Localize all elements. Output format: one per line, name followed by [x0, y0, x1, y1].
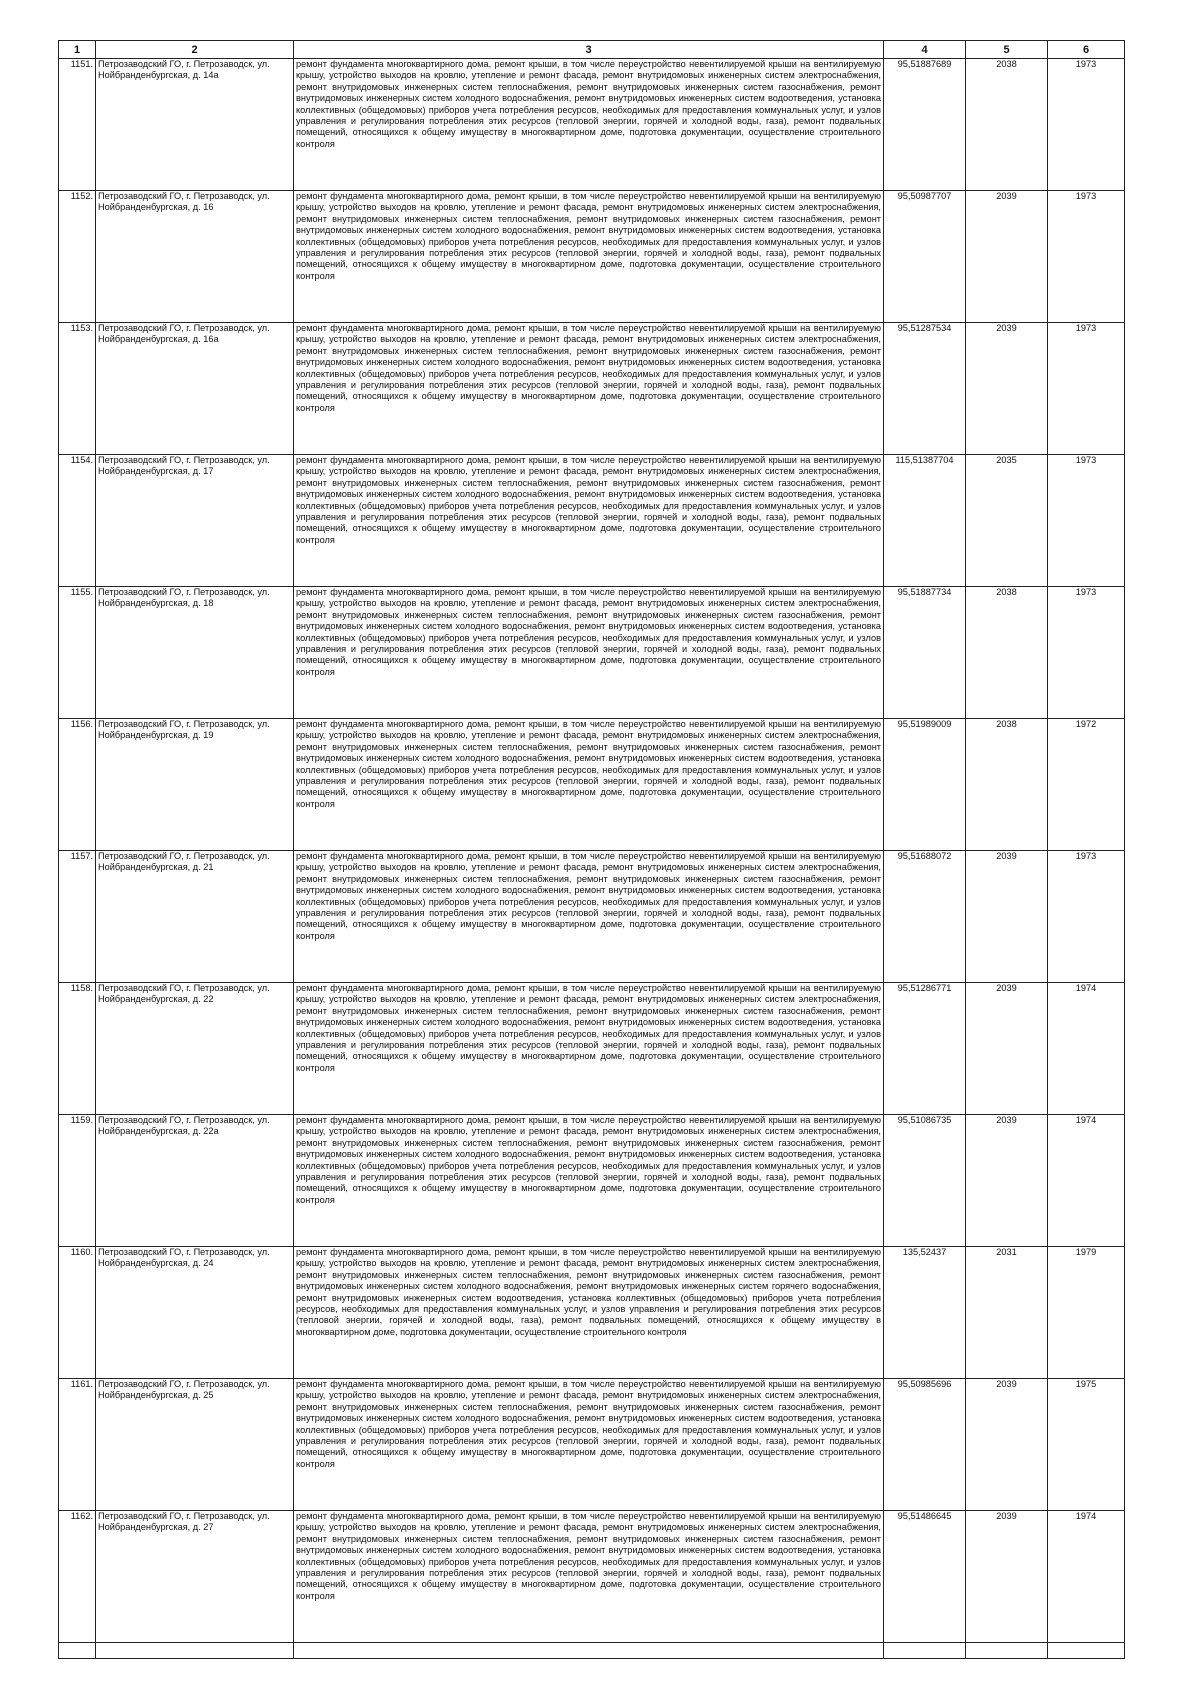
year-cell: 2038	[966, 59, 1048, 191]
value-cell: 115,51387704	[884, 455, 966, 587]
year-cell: 2039	[966, 1115, 1048, 1247]
address-cell: Петрозаводский ГО, г. Петрозаводск, ул. Нойбранденбургская, д. 25	[96, 1379, 294, 1511]
built-year-cell: 1974	[1048, 1115, 1125, 1247]
address-cell: Петрозаводский ГО, г. Петрозаводск, ул. Нойбранденбургская, д. 18	[96, 587, 294, 719]
row-number: 1156.	[59, 719, 96, 851]
table-row	[59, 1247, 1125, 1379]
works-cell: ремонт фундамента многоквартирного дома, ремонт крыши, в том числе переустройство невентилируемой крыши на вентилируемую крышу, устройство выходов на кровлю, утепление и ремонт фасада, ремонт внутридомовых инженерных систем электроснабжения, ремонт внутридомовых инженерных систем теплоснабжения, ремонт внутридомовых инженерных систем газоснабжения, ремонт внутридомовых инженерных систем холодного водоснабжения, ремонт внутридомовых инженерных систем водоотведения, установка коллективных (общедомовых) приборов учета потребления ресурсов, необходимых для предоставления коммунальных услуг, и узлов управления и регулирования потребления этих ресурсов (тепловой энергии, горячей и холодной воды, газа), ремонт подвальных помещений, относящихся к общему имуществу в многоквартирном доме, подготовка документации, осуществление строительного контроля	[294, 1115, 884, 1247]
row-number: 1151.	[59, 59, 96, 191]
filler-cell	[884, 1643, 966, 1659]
year-cell: 2035	[966, 455, 1048, 587]
works-cell: ремонт фундамента многоквартирного дома, ремонт крыши, в том числе переустройство невентилируемой крыши на вентилируемую крышу, устройство выходов на кровлю, утепление и ремонт фасада, ремонт внутридомовых инженерных систем электроснабжения, ремонт внутридомовых инженерных систем теплоснабжения, ремонт внутридомовых инженерных систем газоснабжения, ремонт внутридомовых инженерных систем холодного водоснабжения, ремонт внутридомовых инженерных систем водоотведения, установка коллективных (общедомовых) приборов учета потребления ресурсов, необходимых для предоставления коммунальных услуг, и узлов управления и регулирования потребления этих ресурсов (тепловой энергии, горячей и холодной воды, газа), ремонт подвальных помещений, относящихся к общему имуществу в многоквартирном доме, подготовка документации, осуществление строительного контроля	[294, 1379, 884, 1511]
year-cell: 2039	[966, 851, 1048, 983]
works-cell: ремонт фундамента многоквартирного дома, ремонт крыши, в том числе переустройство невентилируемой крыши на вентилируемую крышу, устройство выходов на кровлю, утепление и ремонт фасада, ремонт внутридомовых инженерных систем электроснабжения, ремонт внутридомовых инженерных систем теплоснабжения, ремонт внутридомовых инженерных систем газоснабжения, ремонт внутридомовых инженерных систем холодного водоснабжения, ремонт внутридомовых инженерных систем горячего водоснабжения, ремонт внутридомовых инженерных систем водоотведения, установка коллективных (общедомовых) приборов учета потребления ресурсов, необходимых для предоставления коммунальных услуг, и узлов управления и регулирования потребления этих ресурсов (тепловой энергии, горячей и холодной воды, газа), ремонт подвальных помещений, относящихся к общему имуществу в многоквартирном доме, подготовка документации, осуществление строительного контроля	[294, 1247, 884, 1379]
value-cell: 95,50985696	[884, 1379, 966, 1511]
row-number: 1154.	[59, 455, 96, 587]
built-year-cell: 1973	[1048, 323, 1125, 455]
header-row	[59, 41, 1125, 59]
row-number: 1153.	[59, 323, 96, 455]
built-year-cell: 1979	[1048, 1247, 1125, 1379]
works-cell: ремонт фундамента многоквартирного дома, ремонт крыши, в том числе переустройство невентилируемой крыши на вентилируемую крышу, устройство выходов на кровлю, утепление и ремонт фасада, ремонт внутридомовых инженерных систем электроснабжения, ремонт внутридомовых инженерных систем теплоснабжения, ремонт внутридомовых инженерных систем газоснабжения, ремонт внутридомовых инженерных систем холодного водоснабжения, ремонт внутридомовых инженерных систем водоотведения, установка коллективных (общедомовых) приборов учета потребления ресурсов, необходимых для предоставления коммунальных услуг, и узлов управления и регулирования потребления этих ресурсов (тепловой энергии, горячей и холодной воды, газа), ремонт подвальных помещений, относящихся к общему имуществу в многоквартирном доме, подготовка документации, осуществление строительного контроля	[294, 983, 884, 1115]
year-cell: 2039	[966, 191, 1048, 323]
row-number: 1158.	[59, 983, 96, 1115]
filler-cell	[59, 1643, 96, 1659]
year-cell: 2038	[966, 719, 1048, 851]
address-cell: Петрозаводский ГО, г. Петрозаводск, ул. Нойбранденбургская, д. 19	[96, 719, 294, 851]
row-number: 1157.	[59, 851, 96, 983]
filler-cell	[1048, 1643, 1125, 1659]
row-number: 1160.	[59, 1247, 96, 1379]
value-cell: 95,51086735	[884, 1115, 966, 1247]
address-cell: Петрозаводский ГО, г. Петрозаводск, ул. Нойбранденбургская, д. 24	[96, 1247, 294, 1379]
table-row	[59, 455, 1125, 587]
works-cell: ремонт фундамента многоквартирного дома, ремонт крыши, в том числе переустройство невентилируемой крыши на вентилируемую крышу, устройство выходов на кровлю, утепление и ремонт фасада, ремонт внутридомовых инженерных систем электроснабжения, ремонт внутридомовых инженерных систем теплоснабжения, ремонт внутридомовых инженерных систем газоснабжения, ремонт внутридомовых инженерных систем холодного водоснабжения, ремонт внутридомовых инженерных систем водоотведения, установка коллективных (общедомовых) приборов учета потребления ресурсов, необходимых для предоставления коммунальных услуг, и узлов управления и регулирования потребления этих ресурсов (тепловой энергии, горячей и холодной воды, газа), ремонт подвальных помещений, относящихся к общему имуществу в многоквартирном доме, подготовка документации, осуществление строительного контроля	[294, 587, 884, 719]
year-cell: 2039	[966, 323, 1048, 455]
built-year-cell: 1973	[1048, 851, 1125, 983]
year-cell: 2039	[966, 1379, 1048, 1511]
address-cell: Петрозаводский ГО, г. Петрозаводск, ул. Нойбранденбургская, д. 21	[96, 851, 294, 983]
row-number: 1152.	[59, 191, 96, 323]
works-cell: ремонт фундамента многоквартирного дома, ремонт крыши, в том числе переустройство невентилируемой крыши на вентилируемую крышу, устройство выходов на кровлю, утепление и ремонт фасада, ремонт внутридомовых инженерных систем электроснабжения, ремонт внутридомовых инженерных систем теплоснабжения, ремонт внутридомовых инженерных систем газоснабжения, ремонт внутридомовых инженерных систем холодного водоснабжения, ремонт внутридомовых инженерных систем водоотведения, установка коллективных (общедомовых) приборов учета потребления ресурсов, необходимых для предоставления коммунальных услуг, и узлов управления и регулирования потребления этих ресурсов (тепловой энергии, горячей и холодной воды, газа), ремонт подвальных помещений, относящихся к общему имуществу в многоквартирном доме, подготовка документации, осуществление строительного контроля	[294, 191, 884, 323]
filler-cell	[294, 1643, 884, 1659]
column-header-5: 5	[966, 41, 1048, 59]
table-row	[59, 323, 1125, 455]
address-cell: Петрозаводский ГО, г. Петрозаводск, ул. Нойбранденбургская, д. 22	[96, 983, 294, 1115]
row-number: 1161.	[59, 1379, 96, 1511]
column-header-4: 4	[884, 41, 966, 59]
built-year-cell: 1975	[1048, 1379, 1125, 1511]
year-cell: 2039	[966, 983, 1048, 1115]
year-cell: 2038	[966, 587, 1048, 719]
works-cell: ремонт фундамента многоквартирного дома, ремонт крыши, в том числе переустройство невентилируемой крыши на вентилируемую крышу, устройство выходов на кровлю, утепление и ремонт фасада, ремонт внутридомовых инженерных систем электроснабжения, ремонт внутридомовых инженерных систем теплоснабжения, ремонт внутридомовых инженерных систем газоснабжения, ремонт внутридомовых инженерных систем холодного водоснабжения, ремонт внутридомовых инженерных систем водоотведения, установка коллективных (общедомовых) приборов учета потребления ресурсов, необходимых для предоставления коммунальных услуг, и узлов управления и регулирования потребления этих ресурсов (тепловой энергии, горячей и холодной воды, газа), ремонт подвальных помещений, относящихся к общему имуществу в многоквартирном доме, подготовка документации, осуществление строительного контроля	[294, 323, 884, 455]
value-cell: 135,52437	[884, 1247, 966, 1379]
works-cell: ремонт фундамента многоквартирного дома, ремонт крыши, в том числе переустройство невентилируемой крыши на вентилируемую крышу, устройство выходов на кровлю, утепление и ремонт фасада, ремонт внутридомовых инженерных систем электроснабжения, ремонт внутридомовых инженерных систем теплоснабжения, ремонт внутридомовых инженерных систем газоснабжения, ремонт внутридомовых инженерных систем холодного водоснабжения, ремонт внутридомовых инженерных систем водоотведения, установка коллективных (общедомовых) приборов учета потребления ресурсов, необходимых для предоставления коммунальных услуг, и узлов управления и регулирования потребления этих ресурсов (тепловой энергии, горячей и холодной воды, газа), ремонт подвальных помещений, относящихся к общему имуществу в многоквартирном доме, подготовка документации, осуществление строительного контроля	[294, 851, 884, 983]
works-cell: ремонт фундамента многоквартирного дома, ремонт крыши, в том числе переустройство невентилируемой крыши на вентилируемую крышу, устройство выходов на кровлю, утепление и ремонт фасада, ремонт внутридомовых инженерных систем электроснабжения, ремонт внутридомовых инженерных систем теплоснабжения, ремонт внутридомовых инженерных систем газоснабжения, ремонт внутридомовых инженерных систем холодного водоснабжения, ремонт внутридомовых инженерных систем водоотведения, установка коллективных (общедомовых) приборов учета потребления ресурсов, необходимых для предоставления коммунальных услуг, и узлов управления и регулирования потребления этих ресурсов (тепловой энергии, горячей и холодной воды, газа), ремонт подвальных помещений, относящихся к общему имуществу в многоквартирном доме, подготовка документации, осуществление строительного контроля	[294, 455, 884, 587]
repair-schedule-table	[58, 40, 1125, 1659]
address-cell: Петрозаводский ГО, г. Петрозаводск, ул. Нойбранденбургская, д. 27	[96, 1511, 294, 1643]
table-row	[59, 1115, 1125, 1247]
column-header-3: 3	[294, 41, 884, 59]
address-cell: Петрозаводский ГО, г. Петрозаводск, ул. Нойбранденбургская, д. 17	[96, 455, 294, 587]
built-year-cell: 1974	[1048, 983, 1125, 1115]
value-cell: 95,51286771	[884, 983, 966, 1115]
built-year-cell: 1972	[1048, 719, 1125, 851]
year-cell: 2039	[966, 1511, 1048, 1643]
filler-cell	[966, 1643, 1048, 1659]
value-cell: 95,51688072	[884, 851, 966, 983]
column-header-2: 2	[96, 41, 294, 59]
address-cell: Петрозаводский ГО, г. Петрозаводск, ул. Нойбранденбургская, д. 14а	[96, 59, 294, 191]
built-year-cell: 1973	[1048, 191, 1125, 323]
column-header-6: 6	[1048, 41, 1125, 59]
row-number: 1159.	[59, 1115, 96, 1247]
built-year-cell: 1974	[1048, 1511, 1125, 1643]
year-cell: 2031	[966, 1247, 1048, 1379]
column-header-1: 1	[59, 41, 96, 59]
table-row	[59, 1511, 1125, 1643]
built-year-cell: 1973	[1048, 587, 1125, 719]
value-cell: 95,51887689	[884, 59, 966, 191]
table-bottom-filler	[59, 1643, 1125, 1659]
value-cell: 95,51887734	[884, 587, 966, 719]
row-number: 1162.	[59, 1511, 96, 1643]
table-row	[59, 191, 1125, 323]
address-cell: Петрозаводский ГО, г. Петрозаводск, ул. Нойбранденбургская, д. 16	[96, 191, 294, 323]
row-number: 1155.	[59, 587, 96, 719]
table-row	[59, 59, 1125, 191]
works-cell: ремонт фундамента многоквартирного дома, ремонт крыши, в том числе переустройство невентилируемой крыши на вентилируемую крышу, устройство выходов на кровлю, утепление и ремонт фасада, ремонт внутридомовых инженерных систем электроснабжения, ремонт внутридомовых инженерных систем теплоснабжения, ремонт внутридомовых инженерных систем газоснабжения, ремонт внутридомовых инженерных систем холодного водоснабжения, ремонт внутридомовых инженерных систем водоотведения, установка коллективных (общедомовых) приборов учета потребления ресурсов, необходимых для предоставления коммунальных услуг, и узлов управления и регулирования потребления этих ресурсов (тепловой энергии, горячей и холодной воды, газа), ремонт подвальных помещений, относящихся к общему имуществу в многоквартирном доме, подготовка документации, осуществление строительного контроля	[294, 1511, 884, 1643]
works-cell: ремонт фундамента многоквартирного дома, ремонт крыши, в том числе переустройство невентилируемой крыши на вентилируемую крышу, устройство выходов на кровлю, утепление и ремонт фасада, ремонт внутридомовых инженерных систем электроснабжения, ремонт внутридомовых инженерных систем теплоснабжения, ремонт внутридомовых инженерных систем газоснабжения, ремонт внутридомовых инженерных систем холодного водоснабжения, ремонт внутридомовых инженерных систем водоотведения, установка коллективных (общедомовых) приборов учета потребления ресурсов, необходимых для предоставления коммунальных услуг, и узлов управления и регулирования потребления этих ресурсов (тепловой энергии, горячей и холодной воды, газа), ремонт подвальных помещений, относящихся к общему имуществу в многоквартирном доме, подготовка документации, осуществление строительного контроля	[294, 719, 884, 851]
built-year-cell: 1973	[1048, 59, 1125, 191]
works-cell: ремонт фундамента многоквартирного дома, ремонт крыши, в том числе переустройство невентилируемой крыши на вентилируемую крышу, устройство выходов на кровлю, утепление и ремонт фасада, ремонт внутридомовых инженерных систем электроснабжения, ремонт внутридомовых инженерных систем теплоснабжения, ремонт внутридомовых инженерных систем газоснабжения, ремонт внутридомовых инженерных систем холодного водоснабжения, ремонт внутридомовых инженерных систем водоотведения, установка коллективных (общедомовых) приборов учета потребления ресурсов, необходимых для предоставления коммунальных услуг, и узлов управления и регулирования потребления этих ресурсов (тепловой энергии, горячей и холодной воды, газа), ремонт подвальных помещений, относящихся к общему имуществу в многоквартирном доме, подготовка документации, осуществление строительного контроля	[294, 59, 884, 191]
table-row	[59, 587, 1125, 719]
built-year-cell: 1973	[1048, 455, 1125, 587]
filler-cell	[96, 1643, 294, 1659]
table-row	[59, 719, 1125, 851]
value-cell: 95,51989009	[884, 719, 966, 851]
value-cell: 95,51486645	[884, 1511, 966, 1643]
value-cell: 95,51287534	[884, 323, 966, 455]
table-row	[59, 983, 1125, 1115]
address-cell: Петрозаводский ГО, г. Петрозаводск, ул. Нойбранденбургская, д. 16а	[96, 323, 294, 455]
table-row	[59, 851, 1125, 983]
table-row	[59, 1379, 1125, 1511]
value-cell: 95,50987707	[884, 191, 966, 323]
address-cell: Петрозаводский ГО, г. Петрозаводск, ул. Нойбранденбургская, д. 22а	[96, 1115, 294, 1247]
